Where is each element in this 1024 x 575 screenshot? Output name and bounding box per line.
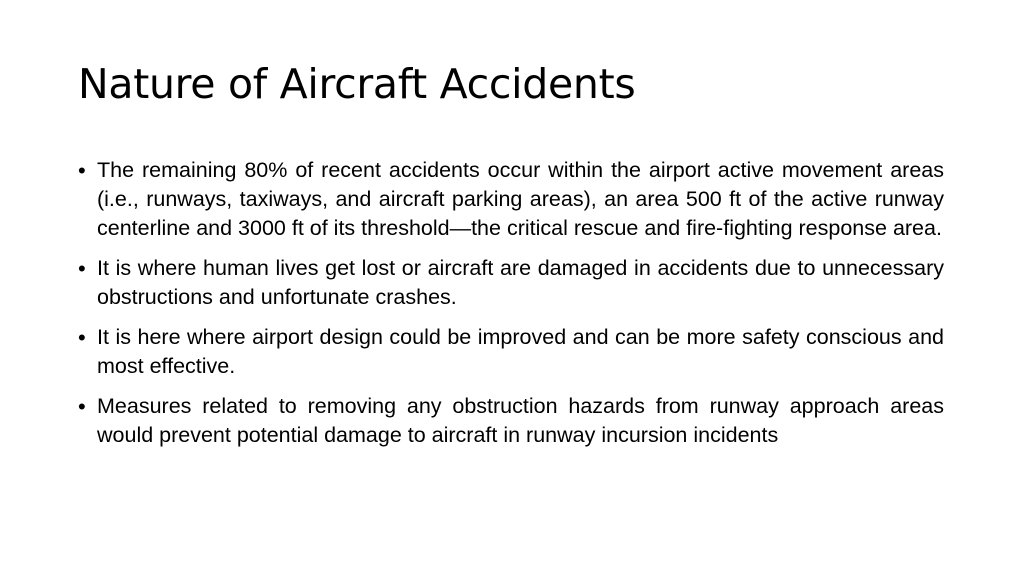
bullet-item (78, 254, 944, 312)
slide-title: Nature of Aircraft Accidents (78, 60, 636, 108)
bullet-text: The remaining 80% of recent accidents occur within the airport active movement areas (i.e., runways, taxiways, and aircraft parking areas), an area 500 ft of the active runway centerline and 3000 ft of its threshold—the critical rescue and fire-fighting response area. (97, 158, 944, 240)
bullet-text: Measures related to removing any obstruction hazards from runway approach areas would prevent potential damage to aircraft in runway incursion incidents (97, 394, 944, 447)
bullet-text: It is where human lives get lost or aircraft are damaged in accidents due to unnecessary obstructions and unfortunate crashes. (97, 256, 944, 309)
bullet-item (78, 323, 944, 381)
bullet-text: It is here where airport design could be improved and can be more safety conscious and most effective. (97, 325, 944, 378)
bullet-marker: • (78, 394, 86, 419)
bullet-item (78, 156, 944, 243)
bullet-marker: • (78, 158, 86, 183)
bullet-item (78, 392, 944, 450)
bullet-list (78, 156, 944, 461)
bullet-marker: • (78, 256, 86, 281)
bullet-marker: • (78, 325, 86, 350)
